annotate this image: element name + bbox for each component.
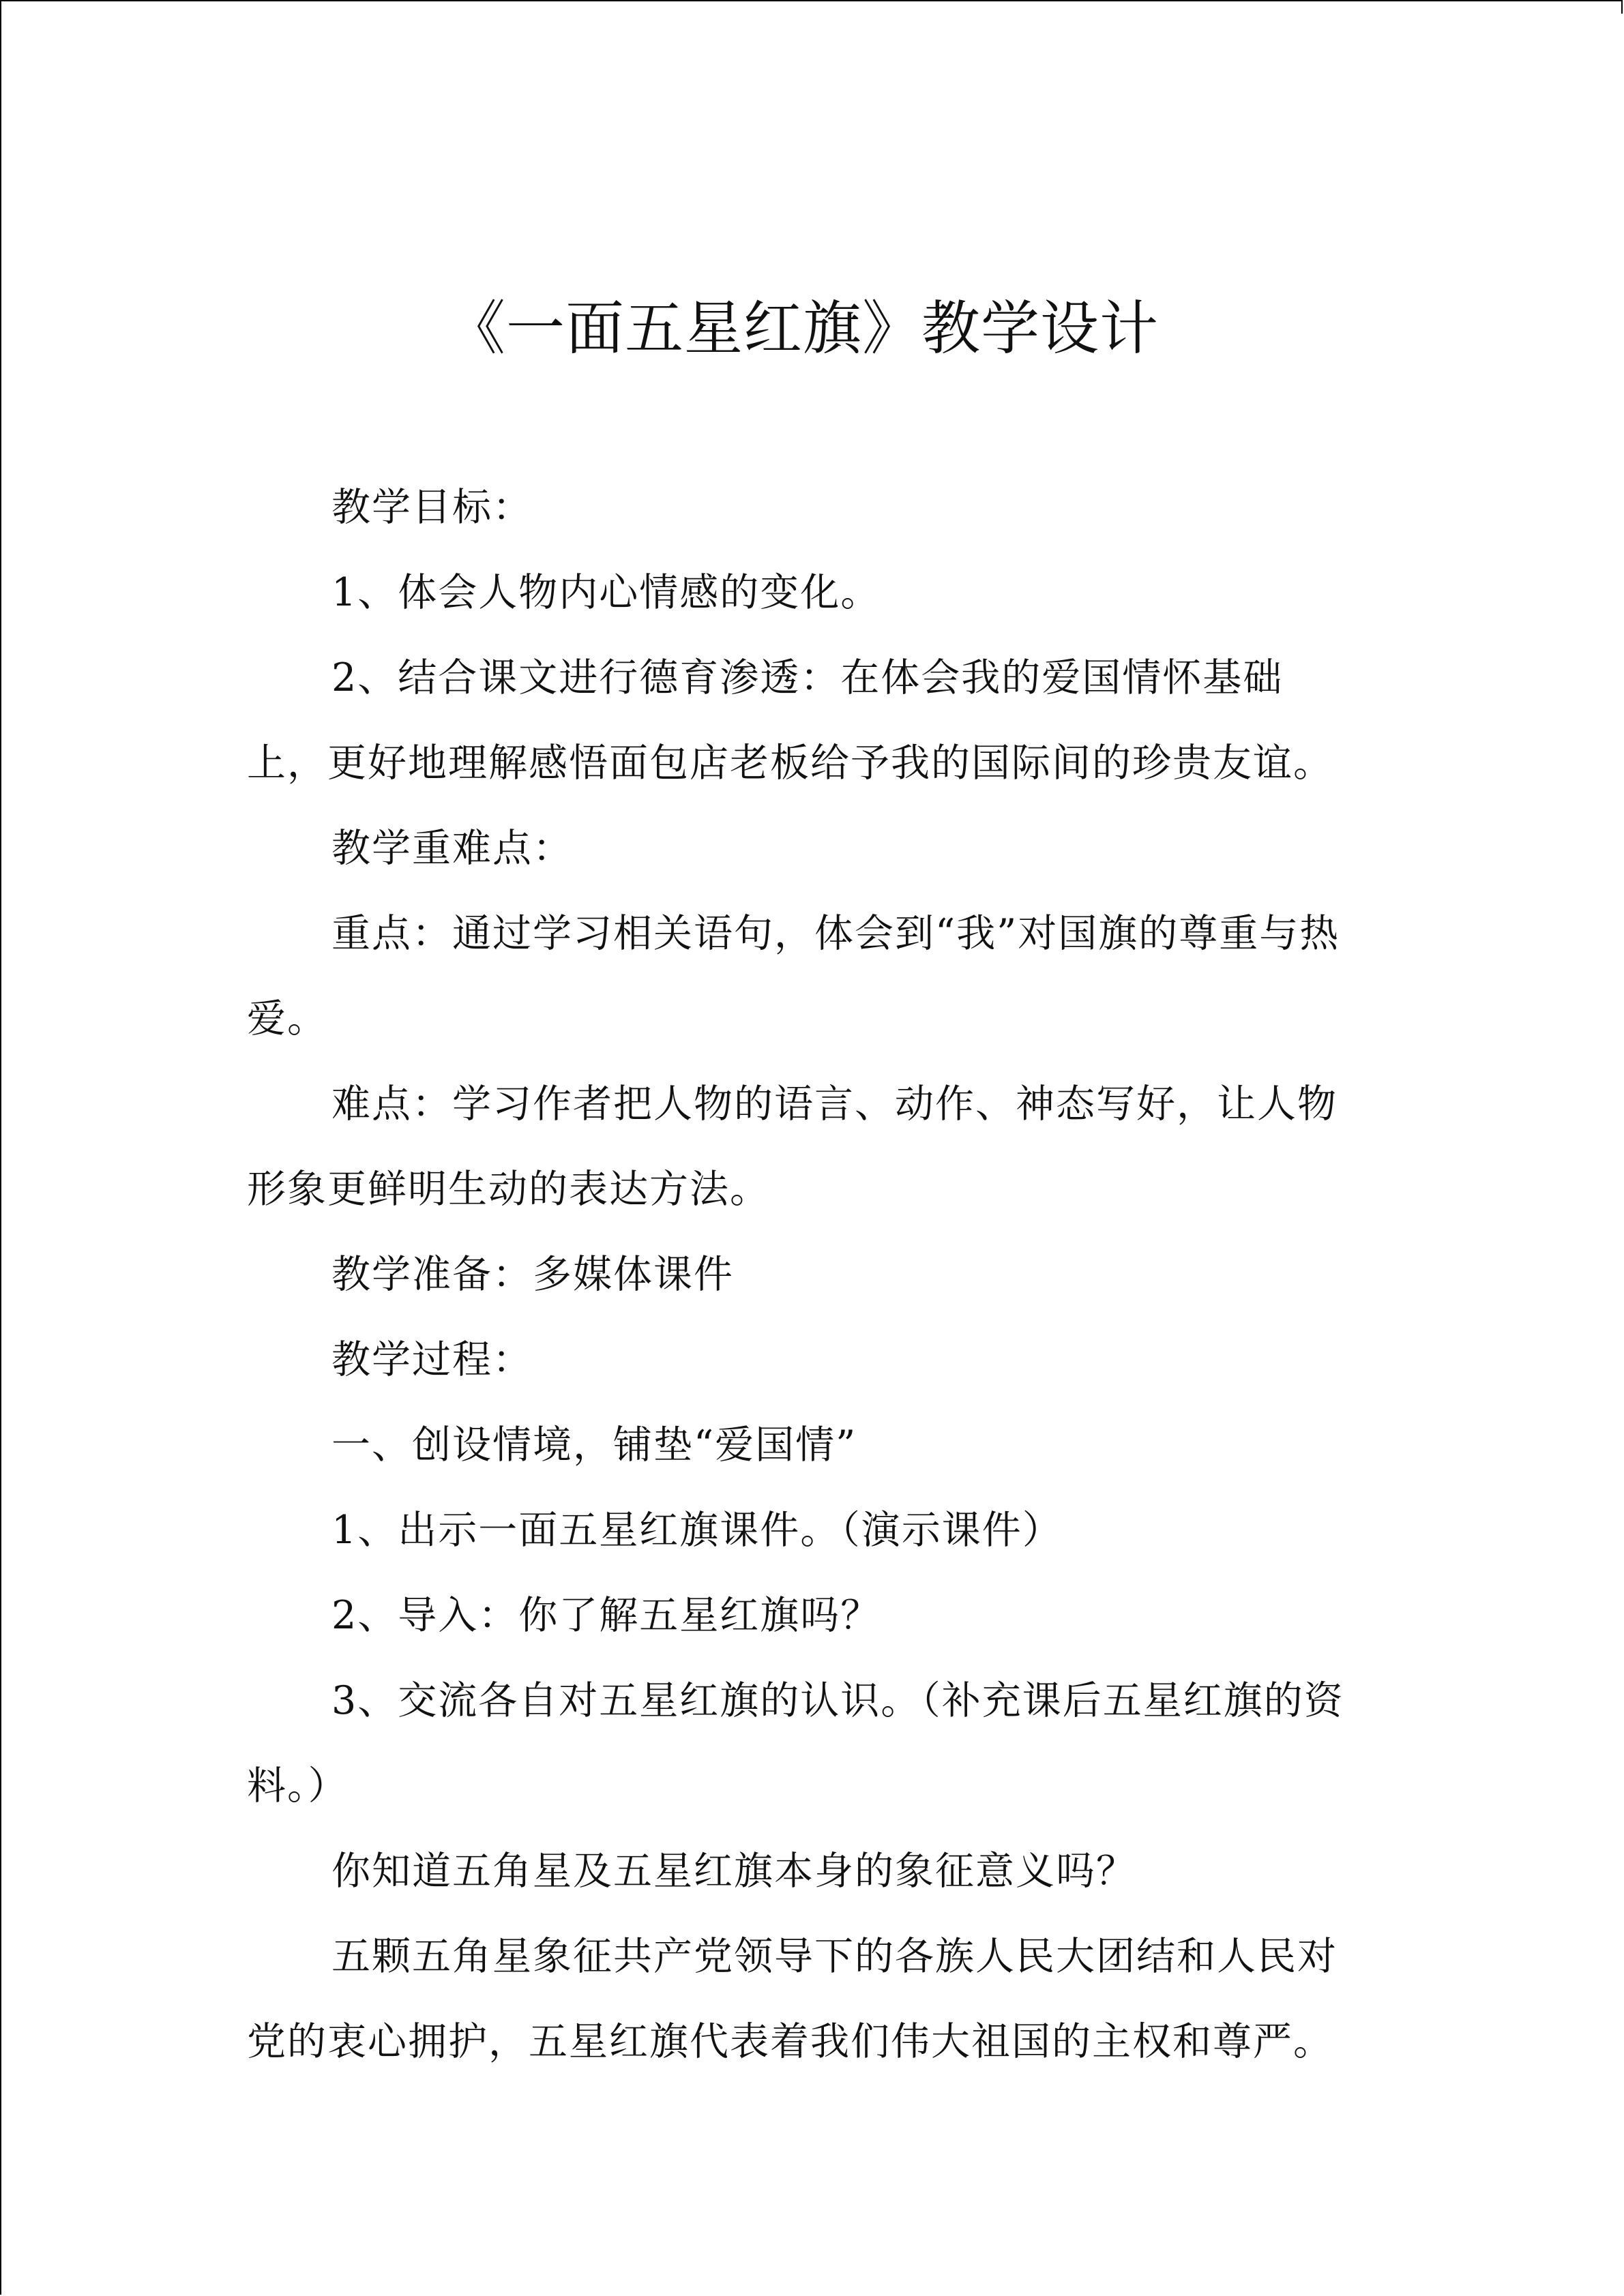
paragraph-process-heading: 教学过程：: [331, 1337, 533, 1382]
paragraph-difficult-point: 难点：学习作者把人物的语言、动作、神态写好，让人物形象更鲜明生动的表达方法。: [247, 1082, 1338, 1212]
paragraph-goal-1: 1、体会人物内心情感的变化。: [331, 570, 881, 615]
paragraph-section-1-heading: 一、创设情境，铺垫“爱国情”: [331, 1422, 857, 1467]
document-body: [247, 274, 1359, 2085]
paragraph-key-point: 重点：通过学习相关语句，体会到“我”对国旗的尊重与热爱。: [247, 911, 1340, 1041]
paragraph-teaching-goals-heading: 教学目标：: [331, 485, 533, 530]
paragraph-preparation: 教学准备：多媒体课件: [331, 1252, 734, 1297]
paragraph-question: 你知道五角星及五星红旗本身的象征意义吗？: [331, 1849, 1136, 1894]
paragraph-step-2: 2、导入：你了解五星红旗吗？: [331, 1593, 881, 1638]
paragraph-answer: 五颗五角星象征共产党领导下的各族人民大团结和人民对党的衷心拥护，五星红旗代表着我们伟大祖国的主权和尊严。: [247, 1934, 1338, 2064]
document-title: 《一面五星红旗》教学设计: [447, 295, 1159, 363]
paragraph-step-3: 3、交流各自对五星红旗的认识。（补充课后五星红旗的资料。）: [247, 1678, 1344, 1808]
paragraph-goal-2: 2、结合课文进行德育渗透：在体会我的爱国情怀基础上，更好地理解感悟面包店老板给予我的国际间的珍贵友谊。: [247, 655, 1333, 786]
paragraph-key-points-heading: 教学重难点：: [331, 826, 573, 871]
paragraph-step-1: 1、出示一面五星红旗课件。（演示课件）: [331, 1508, 1063, 1553]
